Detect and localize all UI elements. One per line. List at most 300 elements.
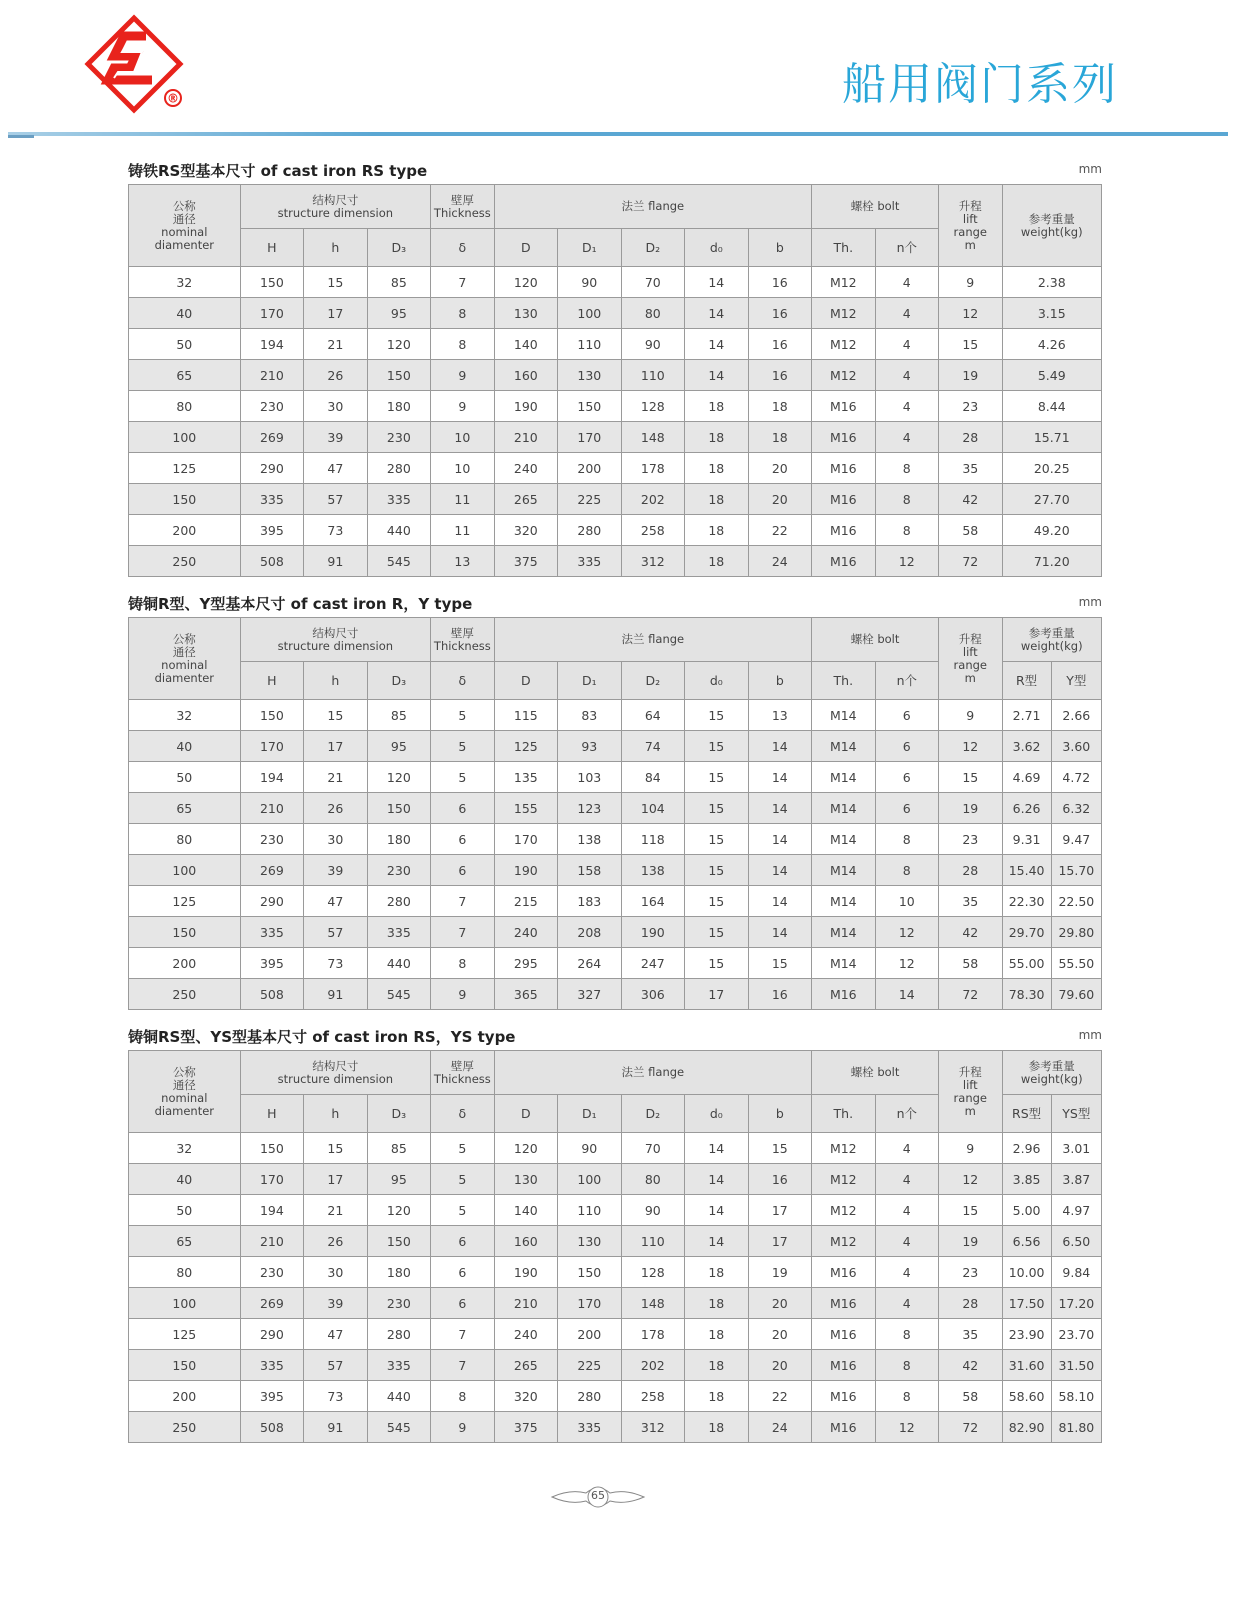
table-cell: 8 (431, 948, 494, 979)
nominal-diameter-cell: 50 (129, 1195, 241, 1226)
table-cell: 2.38 (1002, 267, 1101, 298)
table-cell: 78.30 (1002, 979, 1051, 1010)
subheader-d0: d₀ (685, 1095, 748, 1133)
table-cell: 312 (621, 1412, 684, 1443)
nominal-diameter-cell: 100 (129, 422, 241, 453)
table-row (129, 422, 1102, 453)
table-cell: 90 (621, 1195, 684, 1226)
table-cell: 194 (240, 1195, 303, 1226)
table-cell: 6 (875, 762, 939, 793)
table-cell: 18 (685, 391, 748, 422)
table-row (129, 1412, 1102, 1443)
table-cell: 335 (367, 484, 431, 515)
table-cell: M12 (812, 1226, 875, 1257)
table-cell: 91 (304, 1412, 367, 1443)
table-cell: 150 (367, 360, 431, 391)
table-cell: 148 (621, 1288, 684, 1319)
table-cell: 115 (494, 700, 557, 731)
table-cell: 120 (367, 762, 431, 793)
table-cell: 18 (685, 515, 748, 546)
table-title: 铸铁RS型基本尺寸 of cast iron RS type (128, 162, 428, 180)
table-cell: 4 (875, 267, 939, 298)
table-cell: 55.00 (1002, 948, 1051, 979)
header-line: diamenter (154, 670, 215, 685)
table-cell: 14 (748, 855, 812, 886)
header-line: 壁厚 (450, 1058, 474, 1073)
table-cell: 312 (621, 546, 684, 577)
nominal-diameter-cell: 80 (129, 824, 241, 855)
table-cell: 125 (494, 731, 557, 762)
table-cell: 4 (875, 422, 939, 453)
table-cell: 320 (494, 515, 557, 546)
table-cell: 440 (367, 515, 431, 546)
table-cell: 280 (558, 1381, 621, 1412)
table-cell: 269 (240, 1288, 303, 1319)
table-cell: 202 (621, 484, 684, 515)
table-cell: 140 (494, 329, 557, 360)
subheader-H: H (240, 662, 303, 700)
table-cell: 19 (939, 360, 1002, 391)
table-cell: M16 (812, 979, 875, 1010)
table-unit: mm (1078, 595, 1102, 609)
table-cell: 545 (367, 1412, 431, 1443)
table-cell: 49.20 (1002, 515, 1101, 546)
table-cell: 79.60 (1051, 979, 1101, 1010)
nominal-diameter-cell: 200 (129, 1381, 241, 1412)
table-cell: 290 (240, 453, 303, 484)
header-line: diamenter (154, 237, 215, 252)
table-cell: 16 (748, 298, 812, 329)
header-line: 结构尺寸 (312, 1058, 359, 1073)
table-row (129, 298, 1102, 329)
table-cell: 73 (304, 948, 367, 979)
table-cell: 170 (558, 1288, 621, 1319)
table-cell: 5.00 (1002, 1195, 1051, 1226)
header-line: Thickness (433, 1071, 491, 1086)
table-cell: 240 (494, 1319, 557, 1350)
table-cell: 225 (558, 484, 621, 515)
header-flange: 法兰 flange (494, 185, 811, 229)
table-cell: 58 (939, 515, 1002, 546)
table-cell: 15 (685, 762, 748, 793)
table-cell: 130 (494, 1164, 557, 1195)
subheader-D2: D₂ (621, 1095, 684, 1133)
table-cell: 22 (748, 515, 812, 546)
header-line: structure dimension (277, 205, 394, 220)
nominal-diameter-cell: 40 (129, 731, 241, 762)
table-row (129, 855, 1102, 886)
table-row (129, 762, 1102, 793)
table-cell: 17.50 (1002, 1288, 1051, 1319)
table-cell: M16 (812, 515, 875, 546)
subheader-D: D (494, 229, 557, 267)
table-cell: 72 (939, 546, 1002, 577)
table-row (129, 1319, 1102, 1350)
table-cell: 12 (875, 1412, 939, 1443)
table-cell: 47 (304, 886, 367, 917)
nominal-diameter-cell: 80 (129, 1257, 241, 1288)
header-rule-accent (8, 135, 34, 138)
table-cell: 9 (939, 1133, 1002, 1164)
table-cell: 6 (431, 793, 494, 824)
table-cell: 57 (304, 917, 367, 948)
table-cell: 91 (304, 979, 367, 1010)
table-row (129, 546, 1102, 577)
table-section-cast-iron-rs (128, 160, 1102, 577)
table-cell: 150 (558, 391, 621, 422)
table-cell: 210 (494, 1288, 557, 1319)
table-cell: 72 (939, 979, 1002, 1010)
table-cell: 130 (494, 298, 557, 329)
table-cell: 21 (304, 329, 367, 360)
table-cell: 23 (939, 824, 1002, 855)
table-cell: M16 (812, 1381, 875, 1412)
table-cell: 2.71 (1002, 700, 1051, 731)
header-line: 通径 (172, 211, 196, 226)
nominal-diameter-cell: 150 (129, 1350, 241, 1381)
table-cell: 12 (875, 546, 939, 577)
table-cell: 170 (558, 422, 621, 453)
subheader-thread: Th. (812, 1095, 875, 1133)
table-row (129, 267, 1102, 298)
table-cell: 26 (304, 793, 367, 824)
header-nominal (129, 1051, 241, 1133)
spec-table-cast-iron-rs (128, 184, 1102, 577)
table-cell: 210 (494, 422, 557, 453)
table-cell: 440 (367, 1381, 431, 1412)
table-cell: 265 (494, 1350, 557, 1381)
table-cell: 178 (621, 453, 684, 484)
spec-table-cast-copper-r-y (128, 617, 1102, 1010)
table-row (129, 391, 1102, 422)
table-cell: 9 (939, 700, 1002, 731)
spec-table-cast-copper-rs-ys (128, 1050, 1102, 1443)
page-number-badge (550, 1485, 646, 1509)
table-cell: 7 (431, 1350, 494, 1381)
table-cell: 150 (558, 1257, 621, 1288)
subheader-D1: D₁ (558, 1095, 621, 1133)
table-cell: 335 (240, 1350, 303, 1381)
table-cell: 155 (494, 793, 557, 824)
table-cell: 15 (685, 886, 748, 917)
nominal-diameter-cell: 200 (129, 948, 241, 979)
header-line: structure dimension (277, 1071, 394, 1086)
table-cell: 35 (939, 453, 1002, 484)
table-row (129, 700, 1102, 731)
table-cell: 4.72 (1051, 762, 1101, 793)
table-cell: 6 (431, 1257, 494, 1288)
table-cell: 30 (304, 391, 367, 422)
table-cell: 17 (748, 1226, 812, 1257)
table-cell: 12 (939, 1164, 1002, 1195)
header-bolt: 螺栓 bolt (812, 1051, 939, 1095)
table-row (129, 1381, 1102, 1412)
header-line: 公称 (172, 198, 196, 213)
table-row (129, 453, 1102, 484)
table-cell: 58.60 (1002, 1381, 1051, 1412)
table-cell: 15 (685, 948, 748, 979)
header-line: lift (962, 1077, 978, 1092)
subheader-delta: δ (431, 662, 494, 700)
table-cell: 16 (748, 267, 812, 298)
subheader-thread: Th. (812, 662, 875, 700)
table-cell: 545 (367, 546, 431, 577)
header-line: 结构尺寸 (312, 625, 359, 640)
table-cell: 194 (240, 762, 303, 793)
table-cell: 140 (494, 1195, 557, 1226)
table-cell: 240 (494, 917, 557, 948)
header-lift (939, 185, 1002, 267)
header-flange: 法兰 flange (494, 1051, 811, 1095)
table-cell: 7 (431, 267, 494, 298)
table-cell: 14 (685, 298, 748, 329)
table-cell: 19 (748, 1257, 812, 1288)
table-cell: 150 (367, 1226, 431, 1257)
table-row (129, 948, 1102, 979)
table-cell: 18 (685, 1257, 748, 1288)
nominal-diameter-cell: 125 (129, 886, 241, 917)
table-cell: 15.71 (1002, 422, 1101, 453)
table-cell: 6 (431, 855, 494, 886)
table-cell: 23 (939, 391, 1002, 422)
table-cell: 35 (939, 1319, 1002, 1350)
table-row (129, 917, 1102, 948)
subheader-D3: D₃ (367, 1095, 431, 1133)
table-cell: 3.60 (1051, 731, 1101, 762)
table-cell: 190 (494, 1257, 557, 1288)
table-cell: M16 (812, 546, 875, 577)
nominal-diameter-cell: 32 (129, 700, 241, 731)
table-cell: 10 (431, 453, 494, 484)
table-cell: 31.50 (1051, 1350, 1101, 1381)
table-cell: 225 (558, 1350, 621, 1381)
header-line: 结构尺寸 (312, 192, 359, 207)
table-cell: 8 (875, 1350, 939, 1381)
table-cell: 4 (875, 1195, 939, 1226)
table-cell: 14 (748, 886, 812, 917)
header-line: range (953, 224, 987, 239)
nominal-diameter-cell: 250 (129, 546, 241, 577)
table-cell: 83 (558, 700, 621, 731)
header-line: 公称 (172, 631, 196, 646)
table-cell: 120 (367, 329, 431, 360)
table-cell: 110 (558, 329, 621, 360)
table-cell: M14 (812, 948, 875, 979)
table-cell: 20 (748, 453, 812, 484)
subheader-D3: D₃ (367, 229, 431, 267)
nominal-diameter-cell: 250 (129, 979, 241, 1010)
series-title: 船用阀门系列 (842, 59, 1118, 110)
table-cell: M14 (812, 855, 875, 886)
table-cell: M16 (812, 1257, 875, 1288)
table-cell: 47 (304, 453, 367, 484)
table-cell: 28 (939, 855, 1002, 886)
table-cell: 15 (748, 1133, 812, 1164)
table-cell: 90 (558, 267, 621, 298)
table-row (129, 1257, 1102, 1288)
table-cell: 31.60 (1002, 1350, 1051, 1381)
table-cell: 335 (558, 1412, 621, 1443)
subheader-H: H (240, 1095, 303, 1133)
table-cell: 42 (939, 917, 1002, 948)
table-cell: 18 (748, 422, 812, 453)
table-cell: 269 (240, 422, 303, 453)
table-cell: 70 (621, 1133, 684, 1164)
nominal-diameter-cell: 65 (129, 793, 241, 824)
table-cell: 120 (494, 1133, 557, 1164)
table-cell: 508 (240, 546, 303, 577)
table-cell: 120 (494, 267, 557, 298)
subheader-n: n个 (875, 229, 939, 267)
header-line: 壁厚 (450, 192, 474, 207)
table-cell: 110 (621, 1226, 684, 1257)
subheader-delta: δ (431, 1095, 494, 1133)
table-cell: 208 (558, 917, 621, 948)
table-cell: 230 (240, 1257, 303, 1288)
header-line: 参考重量 (1028, 1058, 1075, 1073)
table-cell: 365 (494, 979, 557, 1010)
header-line: lift (962, 644, 978, 659)
table-cell: 5.49 (1002, 360, 1101, 391)
table-title: 铸铜RS型、YS型基本尺寸 of cast iron RS，YS type (128, 1028, 516, 1046)
table-cell: 138 (558, 824, 621, 855)
table-cell: M14 (812, 793, 875, 824)
table-cell: 14 (685, 1133, 748, 1164)
table-cell: 508 (240, 1412, 303, 1443)
table-cell: 4 (875, 1133, 939, 1164)
table-cell: 8 (875, 1381, 939, 1412)
table-cell: 5 (431, 762, 494, 793)
table-cell: M14 (812, 762, 875, 793)
nominal-diameter-cell: 50 (129, 329, 241, 360)
table-cell: M14 (812, 886, 875, 917)
table-cell: 120 (367, 1195, 431, 1226)
table-cell: 11 (431, 515, 494, 546)
table-cell: 13 (748, 700, 812, 731)
table-row (129, 360, 1102, 391)
table-cell: M14 (812, 824, 875, 855)
header-line: range (953, 1090, 987, 1105)
table-cell: 12 (939, 298, 1002, 329)
table-cell: 280 (367, 453, 431, 484)
table-cell: 58 (939, 1381, 1002, 1412)
table-unit: mm (1078, 1028, 1102, 1042)
table-cell: 14 (685, 329, 748, 360)
table-cell: M16 (812, 1350, 875, 1381)
table-cell: 9 (431, 360, 494, 391)
table-cell: 18 (685, 453, 748, 484)
table-cell: 123 (558, 793, 621, 824)
company-logo (84, 12, 188, 116)
table-cell: M16 (812, 391, 875, 422)
table-cell: 170 (240, 731, 303, 762)
table-cell: 15 (304, 700, 367, 731)
table-cell: 320 (494, 1381, 557, 1412)
table-cell: 21 (304, 1195, 367, 1226)
table-cell: 20 (748, 1350, 812, 1381)
table-cell: 9.31 (1002, 824, 1051, 855)
table-cell: 3.15 (1002, 298, 1101, 329)
table-cell: 18 (685, 1350, 748, 1381)
table-cell: 4 (875, 1288, 939, 1319)
nominal-diameter-cell: 40 (129, 1164, 241, 1195)
table-cell: 210 (240, 793, 303, 824)
table-cell: 6 (875, 793, 939, 824)
subheader-delta: δ (431, 229, 494, 267)
table-cell: 30 (304, 1257, 367, 1288)
subheader-D2: D₂ (621, 662, 684, 700)
table-cell: 22.50 (1051, 886, 1101, 917)
table-cell: M16 (812, 453, 875, 484)
table-cell: 18 (685, 546, 748, 577)
table-cell: 190 (621, 917, 684, 948)
table-cell: 90 (621, 329, 684, 360)
header-weight (1002, 618, 1101, 662)
table-cell: 58 (939, 948, 1002, 979)
table-cell: 180 (367, 1257, 431, 1288)
nominal-diameter-cell: 65 (129, 360, 241, 391)
table-cell: 14 (748, 762, 812, 793)
table-cell: 30 (304, 824, 367, 855)
table-cell: 17 (304, 731, 367, 762)
table-cell: 28 (939, 1288, 1002, 1319)
table-cell: 160 (494, 360, 557, 391)
table-cell: 47 (304, 1319, 367, 1350)
header-nominal (129, 618, 241, 700)
table-cell: 183 (558, 886, 621, 917)
table-cell: 6 (431, 824, 494, 855)
table-cell: M14 (812, 731, 875, 762)
table-cell: 57 (304, 1350, 367, 1381)
table-cell: 95 (367, 1164, 431, 1195)
registered-mark: ® (167, 91, 179, 106)
table-cell: 103 (558, 762, 621, 793)
table-cell: 335 (240, 484, 303, 515)
nominal-diameter-cell: 50 (129, 762, 241, 793)
table-row (129, 1226, 1102, 1257)
table-cell: 8.44 (1002, 391, 1101, 422)
table-cell: 104 (621, 793, 684, 824)
table-cell: 27.70 (1002, 484, 1101, 515)
table-cell: 9.47 (1051, 824, 1101, 855)
table-cell: 26 (304, 360, 367, 391)
table-cell: 14 (685, 1164, 748, 1195)
table-cell: 15 (748, 948, 812, 979)
table-cell: 190 (494, 391, 557, 422)
table-cell: 7 (431, 917, 494, 948)
table-cell: 4 (875, 1257, 939, 1288)
subheader-h: h (304, 1095, 367, 1133)
table-cell: 8 (431, 1381, 494, 1412)
table-row (129, 1195, 1102, 1226)
table-cell: 130 (558, 1226, 621, 1257)
table-cell: 93 (558, 731, 621, 762)
table-cell: 230 (240, 391, 303, 422)
table-cell: 14 (685, 360, 748, 391)
header-line: m (964, 670, 976, 685)
table-cell: M12 (812, 1133, 875, 1164)
table-cell: 118 (621, 824, 684, 855)
table-cell: 150 (240, 700, 303, 731)
nominal-diameter-cell: 32 (129, 1133, 241, 1164)
table-cell: 335 (558, 546, 621, 577)
table-cell: 14 (685, 1195, 748, 1226)
table-cell: 230 (367, 1288, 431, 1319)
table-cell: 100 (558, 298, 621, 329)
table-cell: 6.56 (1002, 1226, 1051, 1257)
table-cell: 15 (685, 731, 748, 762)
header-weight (1002, 1051, 1101, 1095)
